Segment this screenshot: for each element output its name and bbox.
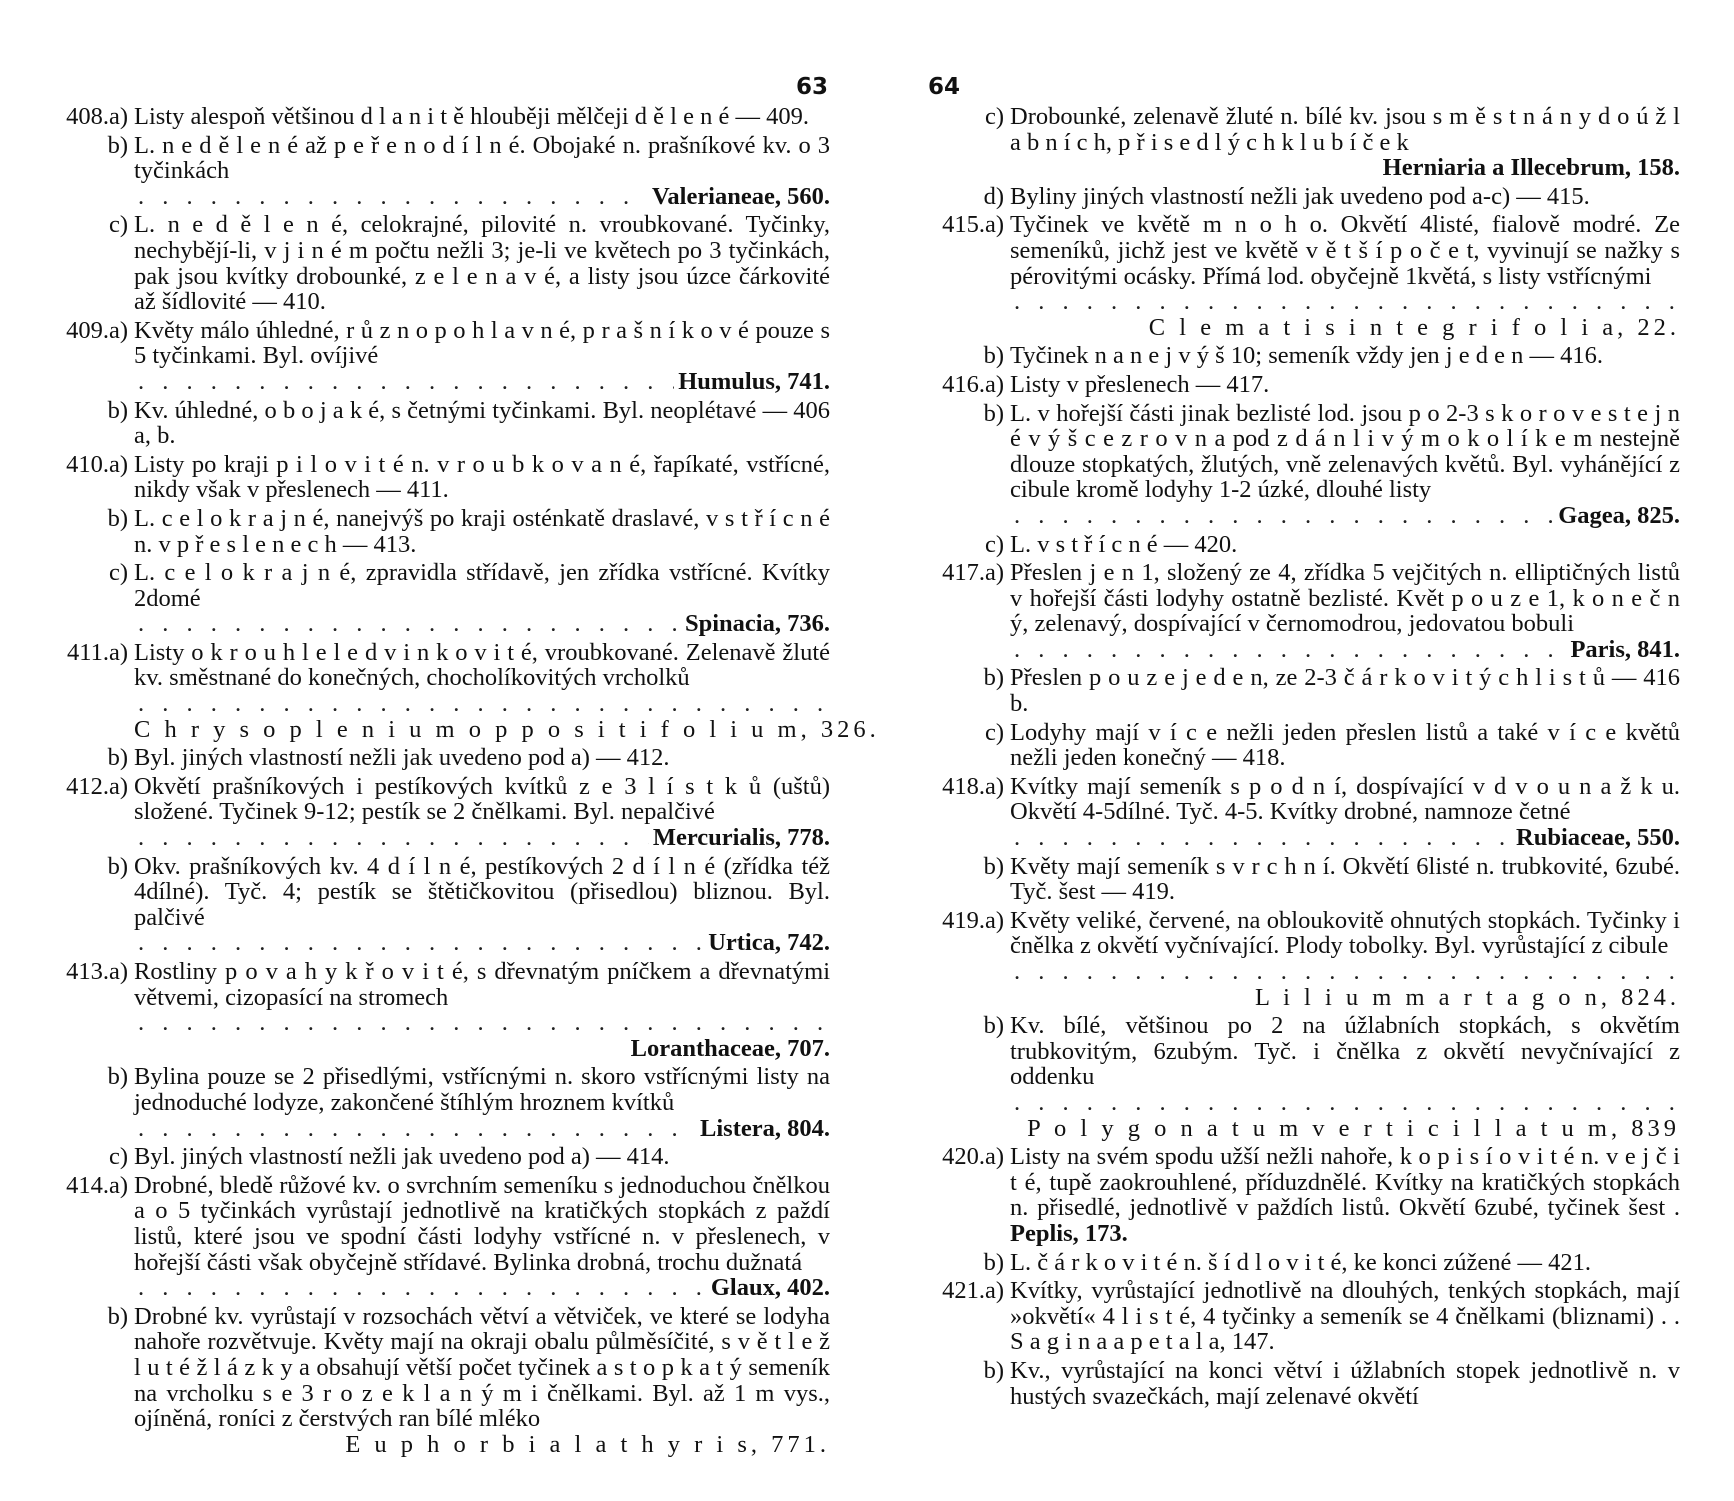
entry-text: Květy veliké, červené, na obloukovitě ohnutých stopkách. Tyčinky i čnělka z okvětí vyčnívající. Plody tobolky. Byl. vyrůstající z cibule — [1010, 906, 1680, 960]
key-entry — [928, 532, 1680, 558]
taxon-name: Urtica, 742. — [708, 929, 830, 957]
key-entry — [928, 720, 1680, 771]
key-entry — [48, 212, 830, 314]
leader-dots — [1014, 825, 1512, 851]
entry-text: Přeslen j e n 1, složený ze 4, zřídka 5 vejčitých n. elliptičných listů v hořejší části lodyhy ostatně bezlisté. Květ p o u z e 1, k o n e č n ý, zelenavý, dospívající v černomodrou, jedovatou bobuli — [1010, 559, 1680, 638]
key-entry — [928, 184, 1680, 210]
entry-label: c) — [984, 103, 1004, 130]
leader-dots — [138, 1010, 826, 1036]
key-entry — [48, 1173, 830, 1301]
entry-text: Kvítky, vyrůstající jednotlivě na dlouhých, tenkých stopkách, mají »okvětí« 4 l i s t é, 4 tyčinky a semeník se 4 čnělkami (bliznami) . . S a g i n a a p e t a l a, 147. — [1010, 1277, 1680, 1356]
key-entry — [48, 133, 830, 210]
key-entry — [928, 774, 1680, 851]
entry-label: 420.a) — [942, 1143, 1004, 1171]
entry-text: Kv. bílé, většinou po 2 na úžlabních stopkách, s okvětím trubkovitým, 6zubým. Tyč. i čnělka z okvětí nevyčnívající z oddenku — [1010, 1012, 1680, 1091]
entry-text: Listy na svém spodu užší nežli nahoře, k o p i s í o v i t é n. v e j č i t é, tupě zaokrouhlené, příduzdnělé. Kvítky na kratičkých stopkách n. přisedlé, jednotlivě v paždích listů. Okvětí 6zubé, tyčinek šest . — [1010, 1143, 1680, 1222]
entry-text: Tyčinek ve květě m n o h o. Okvětí 4listé, fialově modré. Ze semeníků, jichž jest ve květě v ě t š í p o č e t, vyvinují se nažky s pérovitými ocásky. Přímá lod. obyčejně 1květá, s listy vstřícnými — [1010, 211, 1680, 290]
taxon-name: Listera, 804. — [700, 1114, 830, 1142]
leader-dots — [138, 369, 674, 395]
entry-text: Drobné kv. vyrůstají v rozsochách větví a větviček, ve které se lodyha nahoře rozvětvuje. Květy mají na okraji obalu půlměsíčité, s v ě t l e ž l u t é ž l á z k y a obsahují větší počet tyčinek a s t o p k a t ý semeník na vrcholku s e 3 r o z e k l a n ý m i čnělkami. Byl. až 1 m vys., ojíněná, roníci z čerstvých ran bílé mléko — [134, 1302, 830, 1433]
leader-dots — [138, 825, 649, 851]
entry-text: L. n e d ě l e n é až p e ř e n o d í l n é. Obojaké n. prašníkové kv. o 3 tyčinkách — [134, 131, 830, 185]
entry-label: 421.a) — [942, 1277, 1004, 1305]
entry-label: b) — [107, 131, 128, 159]
taxon-name: Peplis, 173. — [1010, 1219, 1128, 1247]
taxon-name: Mercurialis, 778. — [652, 824, 830, 852]
leader-dots — [1014, 503, 1554, 529]
entry-text: Drobné, bledě růžové kv. o svrchním semeníku s jednoduchou čnělkou a o 5 tyčinkách vyrůstají jednotlivě na kratičkých stopkách z paždí listů, které jsou ve spodní části lodyhy vstřícné n. v přeslenech, v hořejší části však obyčejně střídavé. Bylinka drobná, trochu dužnatá — [134, 1171, 830, 1276]
taxon-name: L i l i u m m a r t a g o n, 824. — [1254, 983, 1680, 1011]
entry-label: 411.a) — [67, 638, 128, 666]
key-entry — [48, 745, 830, 771]
entry-label: b) — [983, 1248, 1004, 1276]
taxon-name: C l e m a t i s i n t e g r i f o l i a, 22. — [1148, 313, 1680, 341]
entry-label: 413.a) — [66, 958, 128, 985]
key-entry — [928, 1250, 1680, 1276]
leader-dots — [138, 184, 648, 210]
entry-label: b) — [107, 396, 128, 424]
entry-label: 412.a) — [66, 772, 128, 800]
entry-text: Přeslen p o u z e j e d e n, ze 2-3 č á r k o v i t ý c h l i s t ů — 416 b. — [1010, 664, 1680, 718]
key-entry — [928, 560, 1680, 662]
entry-text: L. v hořejší části jinak bezlisté lod. jsou p o 2-3 s k o r o v e s t e j n é v ý š c e z r o v n a pod z d á n l i v ý m o k o l í k e m nestejně dlouze stopkatých, žlutých, vně zelenavých květů. Byl. vyhánějící z cibule kromě lodyhy 1-2 úzké, dlouhé listy — [1010, 399, 1680, 504]
entry-text: Byl. jiných vlastností nežli jak uvedeno pod a) — 414. — [134, 1143, 670, 1171]
entry-text: Listy v přeslenech — 417. — [1010, 370, 1270, 398]
entry-label: 415.a) — [942, 211, 1004, 239]
entry-label: d) — [983, 182, 1004, 210]
leader-dots — [138, 691, 826, 717]
key-entry — [48, 1304, 830, 1458]
entry-text: Listy po kraji p i l o v i t é n. v r o u b k o v a n é, řapíkaté, vstřícné, nikdy však v přeslenech — 411. — [134, 450, 830, 504]
key-entry — [48, 560, 830, 637]
key-entry — [928, 1358, 1680, 1409]
key-entry — [928, 104, 1680, 181]
key-entry — [48, 959, 830, 1061]
taxon-name: Spinacia, 736. — [685, 610, 830, 638]
entry-text: Byliny jiných vlastností nežli jak uvedeno pod a-c) — 415. — [1010, 182, 1590, 210]
key-entry — [928, 372, 1680, 398]
entry-label: c) — [984, 718, 1004, 746]
entry-text: Byl. jiných vlastností nežli jak uvedeno pod a) — 412. — [134, 744, 670, 772]
taxon-name: Valerianeae, 560. — [651, 182, 830, 210]
entry-label: b) — [107, 852, 128, 880]
key-entry — [928, 665, 1680, 716]
entry-label: 410.a) — [66, 450, 128, 478]
key-entry — [928, 1013, 1680, 1141]
entry-label: b) — [983, 664, 1004, 692]
page-number: 64 — [928, 74, 961, 100]
key-entry — [48, 452, 830, 503]
entry-label: b) — [983, 1012, 1004, 1040]
entry-text: Tyčinek n a n e j v ý š 10; semeník vždy jen j e d e n — 416. — [1010, 342, 1603, 370]
taxon-name: Loranthaceae, 707. — [630, 1034, 830, 1062]
key-entry — [48, 398, 830, 449]
entry-text: Listy o k r o u h l e l e d v i n k o v i t é, vroubkované. Zelenavě žluté kv. směstnané do konečných, chocholíkovitých vrcholků — [134, 638, 830, 692]
key-entry — [928, 908, 1680, 1010]
entry-label: c) — [108, 1143, 128, 1171]
entry-text: Kv., vyrůstající na konci větví i úžlabních stopek jednotlivě n. v hustých svazečkách, mají zelenavé okvětí — [1010, 1356, 1680, 1410]
key-entry — [48, 104, 830, 130]
entry-label: 418.a) — [942, 772, 1004, 800]
key-entry — [928, 1278, 1680, 1355]
key-entry — [48, 774, 830, 851]
entry-text: Listy alespoň většinou d l a n i t ě hlouběji mělčeji d ě l e n é — 409. — [134, 103, 809, 130]
key-entry — [48, 1064, 830, 1141]
entry-text: Okvětí prašníkových i pestíkových kvítků z e 3 l í s t k ů (uštů) složené. Tyčinek 9-12; pestík se 2 čnělkami. Byl. nepalčivé — [134, 772, 830, 826]
taxon-name: Gagea, 825. — [1558, 501, 1680, 529]
key-entry — [928, 343, 1680, 369]
taxon-name: C h r y s o p l e n i u m o p p o s i t i f o l i u m, 326. — [134, 715, 880, 743]
leader-dots — [138, 1116, 696, 1142]
entry-text: L. č á r k o v i t é n. š í d l o v i t é, ke konci zúžené — 421. — [1010, 1248, 1592, 1276]
taxon-name: Herniaria a Illecebrum, 158. — [1382, 154, 1680, 182]
entry-label: 416.a) — [942, 370, 1004, 398]
entry-text: L. v s t ř í c n é — 420. — [1010, 530, 1238, 558]
entry-text: Květy mají semeník s v r c h n í. Okvětí 6listé n. trubkovité, 6zubé. Tyč. šest — 419. — [1010, 852, 1680, 906]
entry-label: b) — [107, 1063, 128, 1091]
entry-label: c) — [108, 559, 128, 587]
key-entry — [48, 506, 830, 557]
leader-dots — [1014, 959, 1676, 985]
key-entry — [928, 401, 1680, 529]
entry-label: 414.a) — [66, 1171, 128, 1199]
key-entry — [928, 212, 1680, 340]
entry-text: Lodyhy mají v í c e nežli jeden přeslen listů a také v í c e květů nežli jeden konečný — 418. — [1010, 718, 1680, 772]
entry-label: b) — [983, 399, 1004, 427]
entry-label: c) — [108, 211, 128, 239]
key-entry — [48, 854, 830, 956]
entry-text: Kv. úhledné, o b o j a k é, s četnými tyčinkami. Byl. neoplétavé — 406 a, b. — [134, 396, 830, 450]
page-right — [928, 70, 1680, 1412]
entry-text: L. c e l o k r a j n é, zpravidla střídavě, jen zřídka vstřícné. Kvítky 2domé — [134, 559, 830, 612]
entry-text: Bylina pouze se 2 přisedlými, vstřícnými n. skoro vstřícnými listy na jednoduché lodyze, zakončené štíhlým hroznem kvítků — [134, 1063, 830, 1116]
entry-label: 408.a) — [66, 103, 128, 130]
leader-dots — [1014, 1090, 1676, 1116]
key-entry — [48, 1144, 830, 1170]
entry-text: L. c e l o k r a j n é, nanejvýš po kraji osténkatě draslavé, v s t ř í c n é n. v p ř e s l e n e c h — 413. — [134, 504, 830, 558]
taxon-name: Paris, 841. — [1570, 635, 1680, 663]
entry-text: Drobounké, zelenavě žluté n. bílé kv. jsou s m ě s t n á n y d o ú ž l a b n í c h, p ř i s e d l ý c h k l u b í č e k — [1010, 103, 1680, 156]
leader-dots — [138, 611, 681, 637]
entry-label: 419.a) — [942, 906, 1004, 934]
entry-label: b) — [107, 504, 128, 532]
page-left — [48, 70, 880, 1460]
leader-dots — [1014, 637, 1566, 663]
entry-label: c) — [984, 530, 1004, 558]
entry-label: 417.a) — [942, 559, 1004, 587]
entry-label: b) — [983, 342, 1004, 370]
leader-dots — [1014, 289, 1676, 315]
page-number: 63 — [795, 74, 828, 100]
entry-text: Kvítky mají semeník s p o d n í, dospívající v d v o u n a ž k u. Okvětí 4-5dílné. Tyč. 4-5. Kvítky drobné, namnoze četné — [1010, 772, 1680, 826]
key-entry — [928, 1144, 1680, 1246]
entry-text: Rostliny p o v a h y k ř o v i t é, s dřevnatým pníčkem a dřevnatými větvemi, cizopasící na stromech — [134, 958, 830, 1011]
key-entry — [928, 854, 1680, 905]
taxon-name: E u p h o r b i a l a t h y r i s, 771. — [345, 1430, 830, 1458]
key-entry — [48, 638, 880, 743]
entry-label: 409.a) — [66, 316, 128, 344]
taxon-name: Humulus, 741. — [678, 367, 830, 395]
entry-text: Květy málo úhledné, r ů z n o p o h l a v n é, p r a š n í k o v é pouze s 5 tyčinkami. Byl. ovíjivé — [134, 316, 830, 370]
taxon-name: Glaux, 402. — [710, 1274, 830, 1302]
leader-dots — [138, 930, 704, 956]
entry-text: L. n e d ě l e n é, celokrajné, pilovité n. vroubkované. Tyčinky, nechybějí-li, v j i n é m počtu nežli 3; je-li ve květech po 3 tyčinkách, pak jsou kvítky drobounké, z e l e n a v é, a listy jsou úzce čárkovité až šídlovité — 410. — [134, 211, 830, 316]
entry-label: b) — [983, 1356, 1004, 1384]
entry-label: b) — [983, 852, 1004, 880]
entry-label: b) — [107, 1302, 128, 1330]
entry-text: Okv. prašníkových kv. 4 d í l n é, pestíkových 2 d í l n é (zřídka též 4dílné). Tyč. 4; pestík se štětičkovitou (přisedlou) bliznou. Byl. palčivé — [134, 852, 830, 931]
entry-label: b) — [107, 744, 128, 772]
taxon-name: Rubiaceae, 550. — [1516, 824, 1680, 852]
key-entry — [48, 318, 830, 395]
leader-dots — [138, 1275, 707, 1301]
taxon-name: P o l y g o n a t u m v e r t i c i l l a t u m, 839 — [1027, 1114, 1680, 1142]
